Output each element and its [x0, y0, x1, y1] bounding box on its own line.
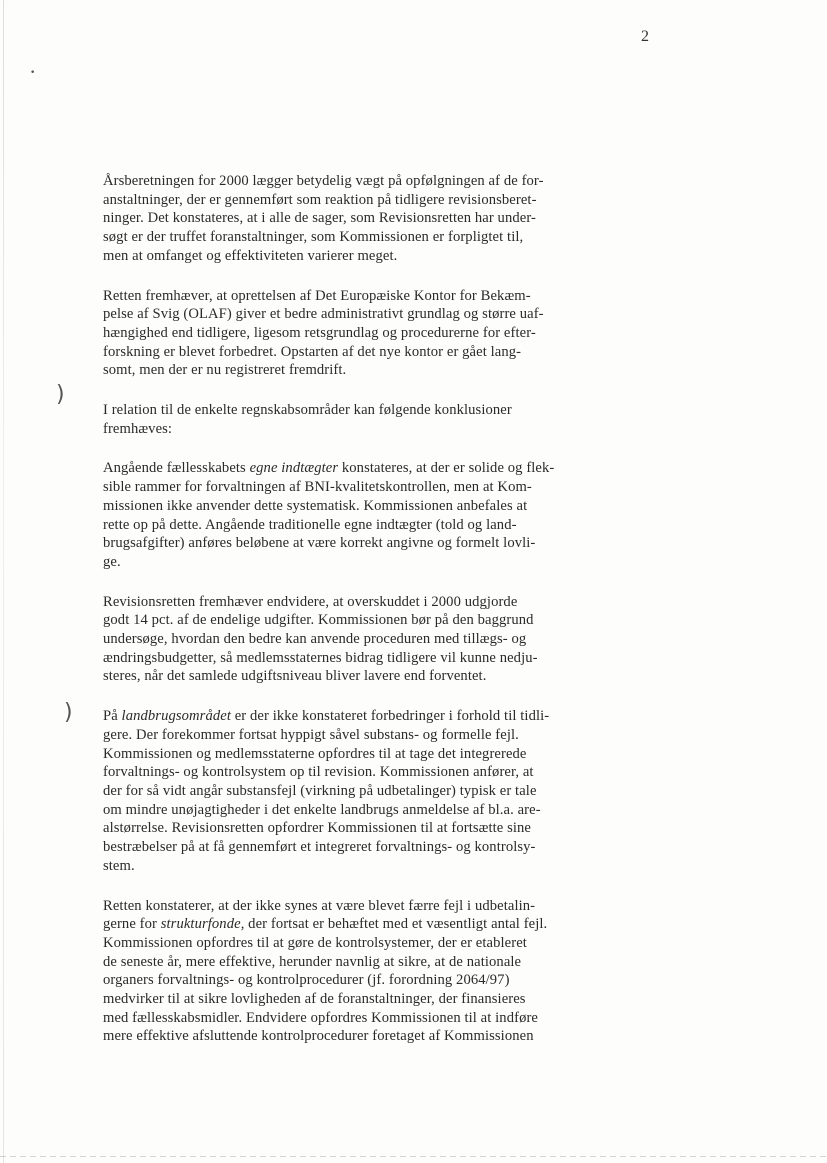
scan-edge-bottom: [0, 1156, 827, 1157]
text-line: der for så vidt angår substansfejl (virkning på udbetalinger) typisk er tale: [103, 782, 537, 799]
text-line: I relation til de enkelte regnskabsområder kan følgende konklusioner: [103, 402, 512, 419]
text-line: bestræbelser på at få gennemført et integreret forvaltnings- og kontrolsy-: [103, 839, 536, 856]
text-line: Retten fremhæver, at oprettelsen af Det Europæiske Kontor for Bekæm-: [103, 287, 531, 304]
italic-term: strukturfonde: [160, 916, 241, 933]
text-run: konstateres, at der er solide og flek-: [338, 460, 555, 477]
text-run: er der ikke konstateret forbedringer i forhold til tidli-: [230, 708, 550, 725]
page-number: 2: [641, 28, 649, 45]
text-line: sible rammer for forvaltningen af BNI-kvalitetskontrollen, men at Kom-: [103, 479, 532, 496]
paragraph-own-resources: [103, 459, 621, 571]
paragraph-structural-funds: [103, 897, 621, 1047]
text-line: Retten konstaterer, at der ikke synes at være blevet færre fejl i udbetalin-: [103, 897, 536, 914]
binding-hole-mark: ): [56, 382, 65, 407]
text-line: de seneste år, mere effektive, herunder navnlig at sikre, at de nationale: [103, 953, 522, 970]
text-line: men at omfanget og effektiviteten varierer meget.: [103, 247, 398, 264]
text-line: forskning er blevet forbedret. Opstarten af det nye kontor er gået lang-: [103, 343, 522, 360]
text-line: forvaltnings- og kontrolsystem op til revision. Kommissionen anfører, at: [103, 764, 534, 781]
text-line: [103, 915, 621, 934]
text-line: stem.: [103, 857, 135, 874]
text-run: Angående fællesskabets: [103, 460, 250, 477]
text-line: ninger. Det konstateres, at i alle de sager, som Revisionsretten har under-: [103, 210, 536, 227]
text-run: gerne for: [103, 916, 161, 933]
text-line: fremhæves:: [103, 420, 173, 437]
italic-term: egne indtægter: [249, 460, 339, 477]
text-line: medvirker til at sikre lovligheden af de foranstaltninger, der finansieres: [103, 991, 526, 1008]
paragraph-olaf: [103, 287, 621, 381]
text-line: organers forvaltnings- og kontrolprocedurer (jf. forordning 2064/97): [103, 972, 510, 989]
text-line: godt 14 pct. af de endelige udgifter. Kommissionen bør på den baggrund: [103, 612, 534, 629]
text-line: hængighed end tidligere, ligesom retsgrundlag og procedurerne for efter-: [103, 324, 536, 341]
text-line: gere. Der forekommer fortsat hyppigt såvel substans- og formelle fejl.: [103, 726, 519, 743]
text-line: Revisionsretten fremhæver endvidere, at overskuddet i 2000 udgjorde: [103, 593, 518, 610]
text-line: ændringsbudgetter, så medlemsstaternes bidrag tidligere vil kunne nedju-: [103, 649, 538, 666]
paragraph-conclusions-intro: [103, 401, 621, 438]
text-line: søgt er der truffet foranstaltninger, som Kommissionen er forpligtet til,: [103, 229, 524, 246]
paragraph-annual-report: [103, 172, 621, 266]
text-line: [103, 459, 621, 478]
text-line: alstørrelse. Revisionsretten opfordrer Kommissionen til at fortsætte sine: [103, 820, 532, 837]
text-line: Kommissionen og medlemsstaterne opfordres til at tage det integrerede: [103, 745, 527, 762]
text-line: Årsberetningen for 2000 lægger betydelig vægt på opfølgningen af de for-: [103, 173, 544, 189]
text-line: brugsafgifter) anføres beløbene at være korrekt angivne og formelt lovli-: [103, 535, 536, 552]
text-line: anstaltninger, der er gennemført som reaktion på tidligere revisionsberet-: [103, 191, 537, 208]
text-line: missionen ikke anvender dette systematisk. Kommissionen anbefales at: [103, 497, 528, 514]
text-line: undersøge, hvordan den bedre kan anvende proceduren med tillægs- og: [103, 631, 527, 648]
scan-speck: •: [30, 68, 36, 78]
text-line: rette op på dette. Angående traditionelle egne indtægter (told og land-: [103, 516, 517, 533]
text-line: [103, 707, 621, 726]
text-line: ge.: [103, 553, 121, 570]
text-line: steres, når det samlede udgiftsniveau bliver lavere end forventet.: [103, 668, 487, 685]
text-line: Kommissionen opfordres til at gøre de kontrolsystemer, der er etableret: [103, 934, 527, 951]
text-line: om mindre unøjagtigheder i det enkelte landbrugs anmeldelse af bl.a. are-: [103, 801, 541, 818]
text-line: pelse af Svig (OLAF) giver et bedre administrativt grundlag og større uaf-: [103, 306, 544, 323]
scan-edge-left: [3, 0, 4, 1163]
text-line: somt, men der er nu registreret fremdrift.: [103, 362, 347, 379]
body-text: [103, 172, 621, 1067]
text-line: med fællesskabsmidler. Endvidere opfordres Kommissionen til at indføre: [103, 1009, 538, 1026]
paragraph-agriculture: [103, 707, 621, 875]
text-run: På: [103, 708, 122, 725]
binding-hole-mark: ): [64, 700, 73, 725]
paragraph-surplus: [103, 593, 621, 687]
italic-term: landbrugsområdet: [121, 708, 231, 725]
text-run: , der fortsat er behæftet med et væsentligt antal fejl.: [240, 916, 548, 933]
text-line: mere effektive afsluttende kontrolprocedurer foretaget af Kommissionen: [103, 1028, 534, 1045]
